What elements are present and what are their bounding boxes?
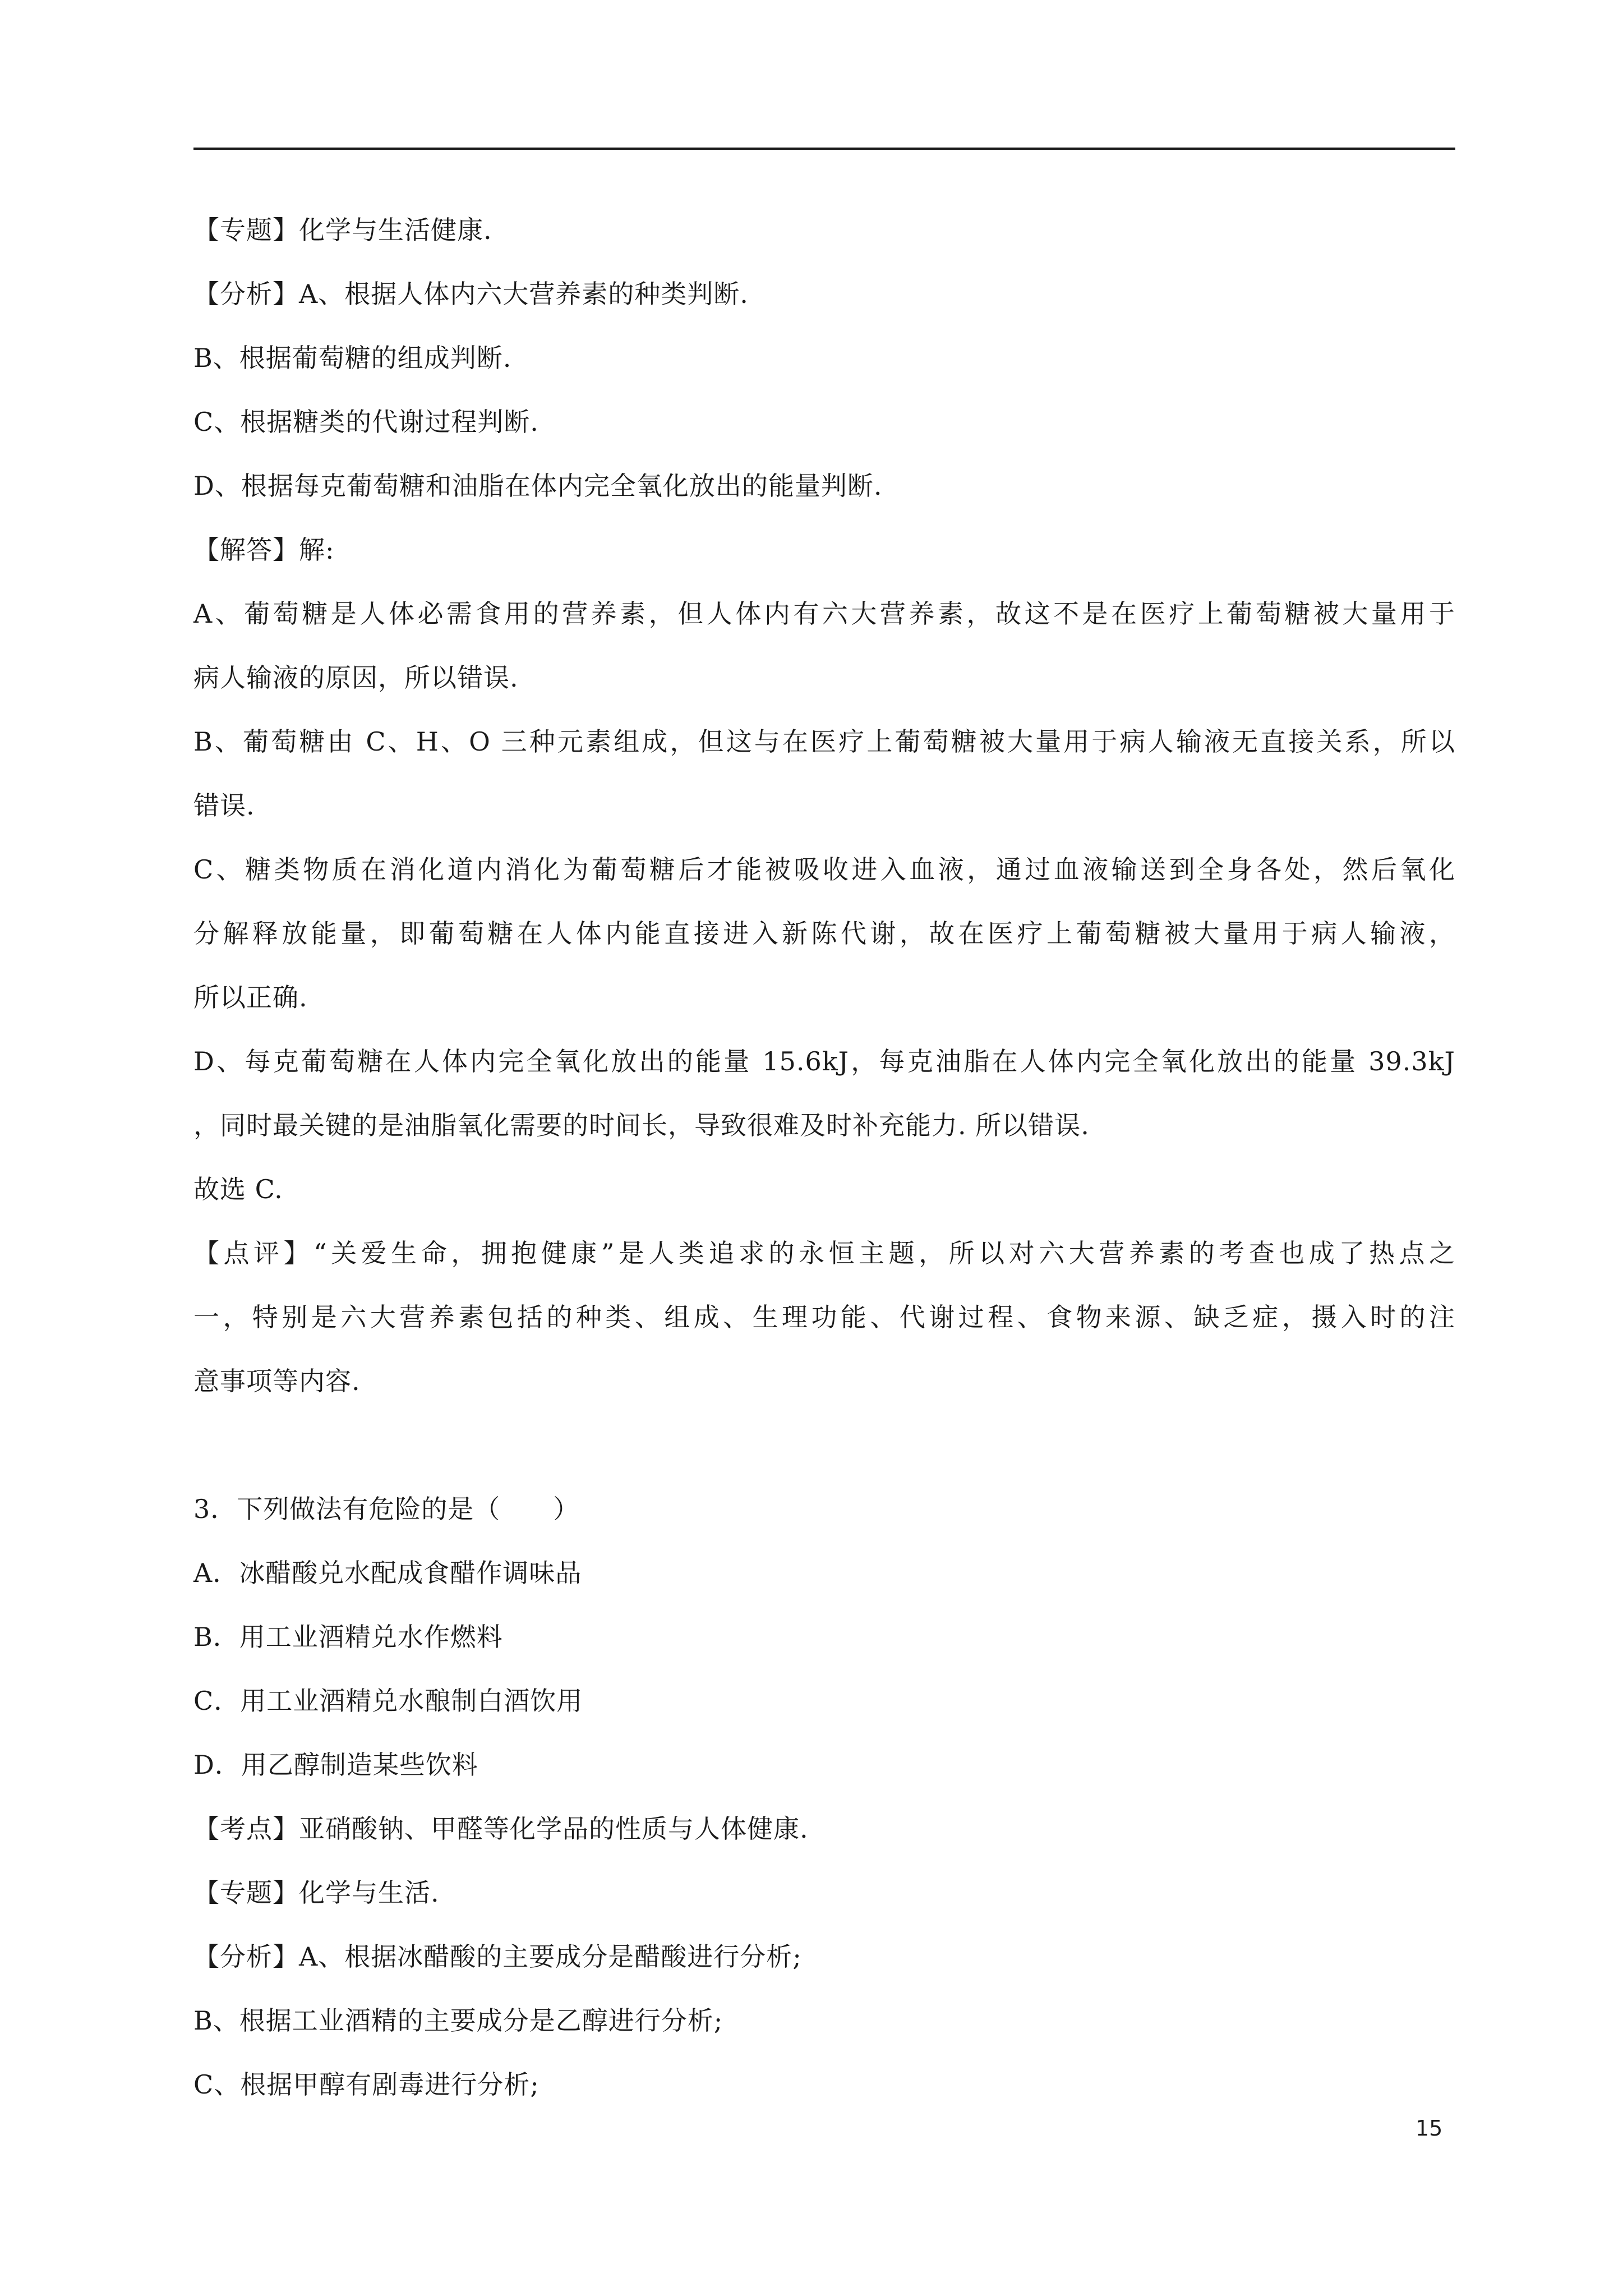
text-line: 故选 C. [193,1174,283,1204]
text-line: D、每克葡萄糖在人体内完全氧化放出的能量 15.6kJ，每克油脂在人体内完全氧化放出的能量 39.3kJ [193,1046,1455,1076]
text-line: 【分析】A、根据冰醋酸的主要成分是醋酸进行分析; [193,1941,802,1972]
option-a: A．冰醋酸兑水配成食醋作调味品 [193,1558,582,1588]
text-line: 分解释放能量，即葡萄糖在人体内能直接进入新陈代谢，故在医疗上葡萄糖被大量用于病人输液， [193,918,1455,949]
text-line: 意事项等内容. [193,1366,361,1396]
text-line: 【考点】亚硝酸钠、甲醛等化学品的性质与人体健康. [193,1814,809,1844]
option-c: C．用工业酒精兑水酿制白酒饮用 [193,1686,583,1716]
page-number: 15 [1415,2116,1443,2141]
text-line: ，同时最关键的是油脂氧化需要的时间长，导致很难及时补充能力. 所以错误. [193,1110,1090,1140]
text-line: 所以正确. [193,982,308,1013]
text-line: 病人输液的原因，所以错误. [193,662,519,693]
text-line: 【专题】化学与生活. [193,1878,440,1908]
text-line: C、根据糖类的代谢过程判断. [193,407,539,437]
text-line: B、根据葡萄糖的组成判断. [193,343,512,373]
text-line: A、葡萄糖是人体必需食用的营养素，但人体内有六大营养素，故这不是在医疗上葡萄糖被大量用于 [193,599,1455,629]
text-line: D、根据每克葡萄糖和油脂在体内完全氧化放出的能量判断. [193,471,883,501]
text-line: 【解答】解: [193,535,335,565]
text-line: B、葡萄糖由 C、H、O 三种元素组成，但这与在医疗上葡萄糖被大量用于病人输液无直接关系，所以 [193,726,1455,757]
text-line: 错误. [193,790,255,821]
option-b: B．用工业酒精兑水作燃料 [193,1622,503,1652]
text-line: 【专题】化学与生活健康. [193,215,492,245]
text-line: 【分析】A、根据人体内六大营养素的种类判断. [193,279,749,309]
text-line: 【点评】“关爱生命，拥抱健康”是人类追求的永恒主题，所以对六大营养素的考查也成了热点之 [193,1238,1455,1268]
question-stem: 3．下列做法有危险的是（ ） [193,1494,580,1524]
header-rule [193,148,1455,150]
text-line: B、根据工业酒精的主要成分是乙醇进行分析; [193,2005,723,2036]
option-d: D．用乙醇制造某些饮料 [193,1750,478,1780]
text-line: C、根据甲醇有剧毒进行分析; [193,2069,540,2100]
text-line: C、糖类物质在消化道内消化为葡萄糖后才能被吸收进入血液，通过血液输送到全身各处，然后氧化 [193,854,1455,885]
text-line: 一，特别是六大营养素包括的种类、组成、生理功能、代谢过程、食物来源、缺乏症，摄入时的注 [193,1302,1455,1332]
